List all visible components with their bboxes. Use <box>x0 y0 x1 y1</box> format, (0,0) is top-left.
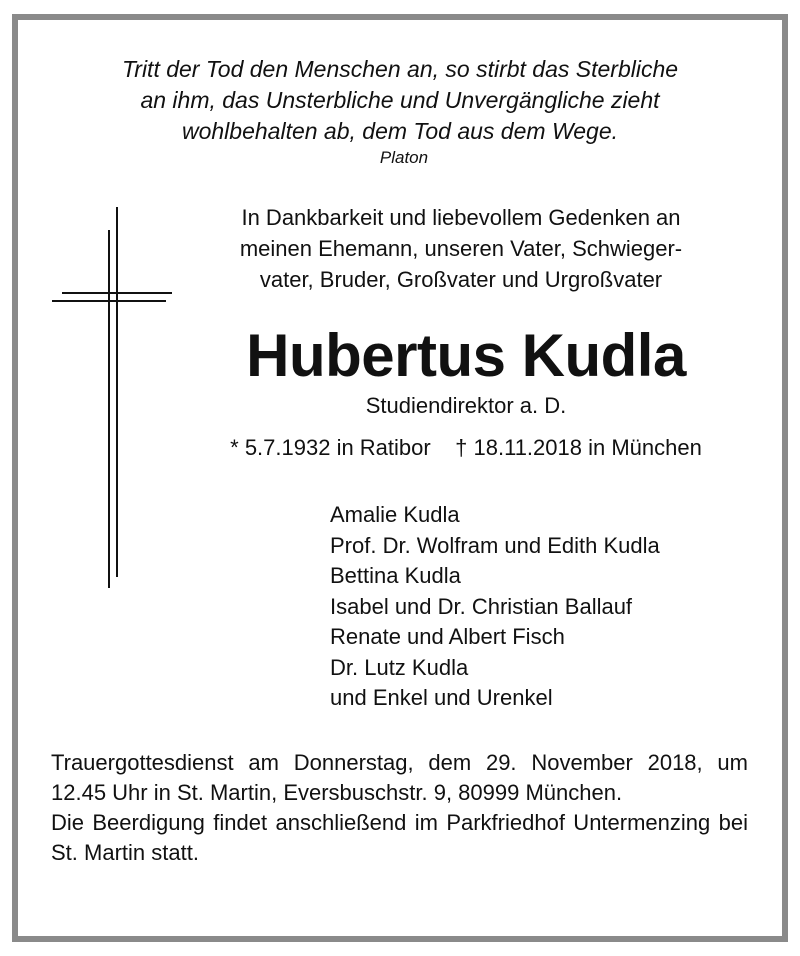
mourner-item: und Enkel und Urenkel <box>330 685 553 710</box>
birth-death-dates: * 5.7.1932 in Ratibor † 18.11.2018 in München <box>230 435 702 460</box>
dedication-text <box>176 202 746 295</box>
cross-vertical-line <box>116 207 118 577</box>
mourner-item: Dr. Lutz Kudla <box>330 654 469 680</box>
dedication-line: In Dankbarkeit und liebevollem Gedenken an <box>241 205 681 230</box>
deceased-name: Hubertus Kudla <box>246 322 686 389</box>
service-info <box>51 748 748 868</box>
dedication-line: meinen Ehemann, unseren Vater, Schwieger- <box>239 236 683 261</box>
deceased-title: Studiendirektor a. D. <box>365 393 567 418</box>
mourner-item: Isabel und Dr. Christian Ballauf <box>330 593 633 619</box>
mourner-item: Amalie Kudla <box>330 502 460 527</box>
mourner-item: Renate und Albert Fisch <box>330 624 565 649</box>
mourners-list <box>330 500 760 714</box>
mourner-item: Bettina Kudla <box>330 563 461 588</box>
dedication-line: vater, Bruder, Großvater und Urgroßvater <box>259 267 663 292</box>
cross-horizontal-line <box>62 292 172 294</box>
quote-author: Platon <box>379 148 429 167</box>
burial-text: Die Beerdigung findet anschließend im Parkfriedhof Untermenzing bei St. Martin statt. <box>51 810 748 865</box>
quote-line: wohlbehalten ab, dem Tod aus dem Wege. <box>181 118 618 144</box>
cross-vertical-line <box>108 230 110 588</box>
quote-line: Tritt der Tod den Menschen an, so stirbt das Sterbliche <box>121 56 679 82</box>
cross-horizontal-line <box>52 300 166 302</box>
mourner-item: Prof. Dr. Wolfram und Edith Kudla <box>330 532 660 558</box>
quote-line: an ihm, das Unsterbliche und Unvergängliche zieht <box>140 87 660 113</box>
funeral-service-text: Trauergottesdienst am Donnerstag, dem 29. November 2018, um 12.45 Uhr in St. Martin, Eversbuschstr. 9, 80999 München. <box>51 750 748 805</box>
epigraph-quote <box>0 54 800 169</box>
